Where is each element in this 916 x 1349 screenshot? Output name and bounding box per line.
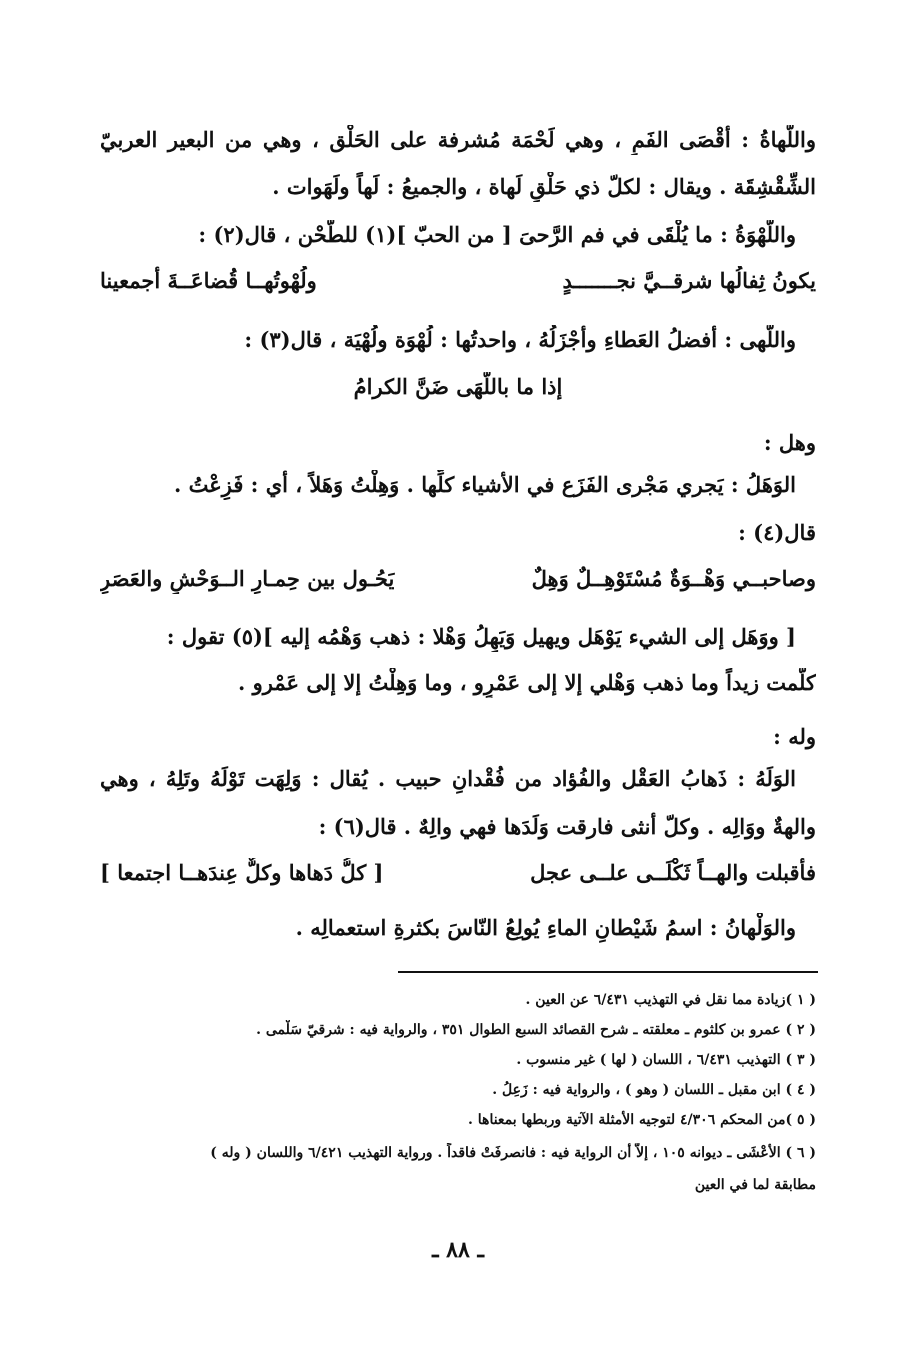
page-number: ـ ٨٨ ـ <box>432 1237 484 1263</box>
text-line: الشِّقْشِقَة . ويقال : لكلّ ذي حَلْقٍ لَهاة ، والجميعُ : لَهاً ولَهَوات . <box>272 174 816 199</box>
verse-hemistich-second: ولُهْوتُهــا قُضاعَــةَ أجمعينا <box>100 268 317 293</box>
text-line: واللُّهْوَةُ : ما يُلْقَى في فم الرَّحىَ [ من الحبّ ](١) للطَّحْن ، قال(٢) : <box>198 222 796 247</box>
verse-line <box>100 564 816 594</box>
text-line: واللُّهى : أفضلُ العَطاءِ وأجْزَلُهُ ، واحدتُها : لُهْوَة ولُهْيَة ، قال(٣) : <box>244 327 796 352</box>
footnote: مطابقة لما في العين <box>694 1177 816 1193</box>
verse-hemistich-second: [ كلُّ دَهاها وكلٌّ عِندَهــا اجتمعا ] <box>100 860 384 885</box>
text-line: والوَلْهانُ : اسمُ شَيْطانِ الماءِ يُولِعُ النّاسَ بكثرةِ استعمالِه . <box>295 915 796 940</box>
footnote: ( ١ )زيادة مما نقل في التهذيب ٦/٤٣١ عن العين . <box>525 992 816 1008</box>
footnote: ( ٥ )من المحكم ٤/٣٠٦ لتوجيه الأمثلة الآتية وربطها بمعناها . <box>468 1112 816 1128</box>
text-line: [ ووَهَل إلى الشيء يَوْهَل ويهيل وَيَهِلُ وَهْلا : ذهب وَهْمُه إليه ](٥) تقول : <box>166 624 796 649</box>
text-line: كلّمت زيداً وما ذهب وَهْلي إلا إلى عَمْرٍو ، وما وَهِلْتُ إلا إلى عَمْرو . <box>238 670 816 695</box>
verse-hemistich-first: يكونُ ثِفالُها شرقــيَّ نجـــــــدٍ <box>562 268 816 293</box>
verse-hemistich-first: فأقبلت والهــاً ثَكْلَــى علــى عجل <box>530 860 816 885</box>
footnote: ( ٢ ) عمرو بن كلثوم ـ معلقته ـ شرح القصائد السبع الطوال ٣٥١ ، والرواية فيه : شرقيّ سَلْمى . <box>256 1022 816 1038</box>
section-heading: وهل : <box>763 430 816 455</box>
verse-hemistich-second: يَحُـول بين حِمـارِ الــوَحْشِ والعَصَرِ <box>100 566 395 591</box>
verse-line <box>100 266 816 296</box>
text-line: والهةٌ ووَالِه . وكلّ أنثى فارقت وَلَدَها فهي والِهٌ . قال(٦) : <box>318 814 816 839</box>
verse-hemistich-first: وصاحبــي وَهْــوَةٌ مُسْتَوْهِــلٌ وَهِلٌ <box>531 566 816 591</box>
verse-line <box>100 858 816 888</box>
footnote: ( ٦ ) الأعْشَى ـ ديوانه ١٠٥ ، إلاّ أن الرواية فيه : فانصرفَتْ فاقداً . ورواية التهذيب ٦/٤٢١ واللسان ( وله ) <box>210 1145 816 1161</box>
footnote-divider <box>398 971 818 973</box>
footnote: ( ٤ ) ابن مقبل ـ اللسان ( وهو ) ، والرواية فيه : زَعِلُ . <box>492 1082 816 1098</box>
text-line: الوَهَلُ : يَجري مَجْرى الفَزَع في الأشياء كلِّها . وَهِلْتُ وَهَلاً ، أي : فَزِعْتُ . <box>173 472 796 497</box>
verse-line: إذا ما باللُّهَى ضَنَّ الكرامُ <box>353 374 563 399</box>
text-line: قال(٤) : <box>738 520 816 545</box>
text-line: الوَلَهُ : ذَهابُ العَقْل والفُؤاد من فُقْدانِ حبيب . يُقال : وَلِهَت تَوْلَهُ وتَلِهُ ، وهي <box>100 766 796 791</box>
footnote: ( ٣ ) التهذيب ٦/٤٣١ ، اللسان ( لها ) غير منسوب . <box>516 1052 816 1068</box>
text-line: واللَّهاةُ : أقْصَى الفَمِ ، وهي لَحْمَة مُشرفة على الحَلْق ، وهي من البعير العربيّ <box>100 127 816 152</box>
section-heading: وله : <box>773 724 816 749</box>
